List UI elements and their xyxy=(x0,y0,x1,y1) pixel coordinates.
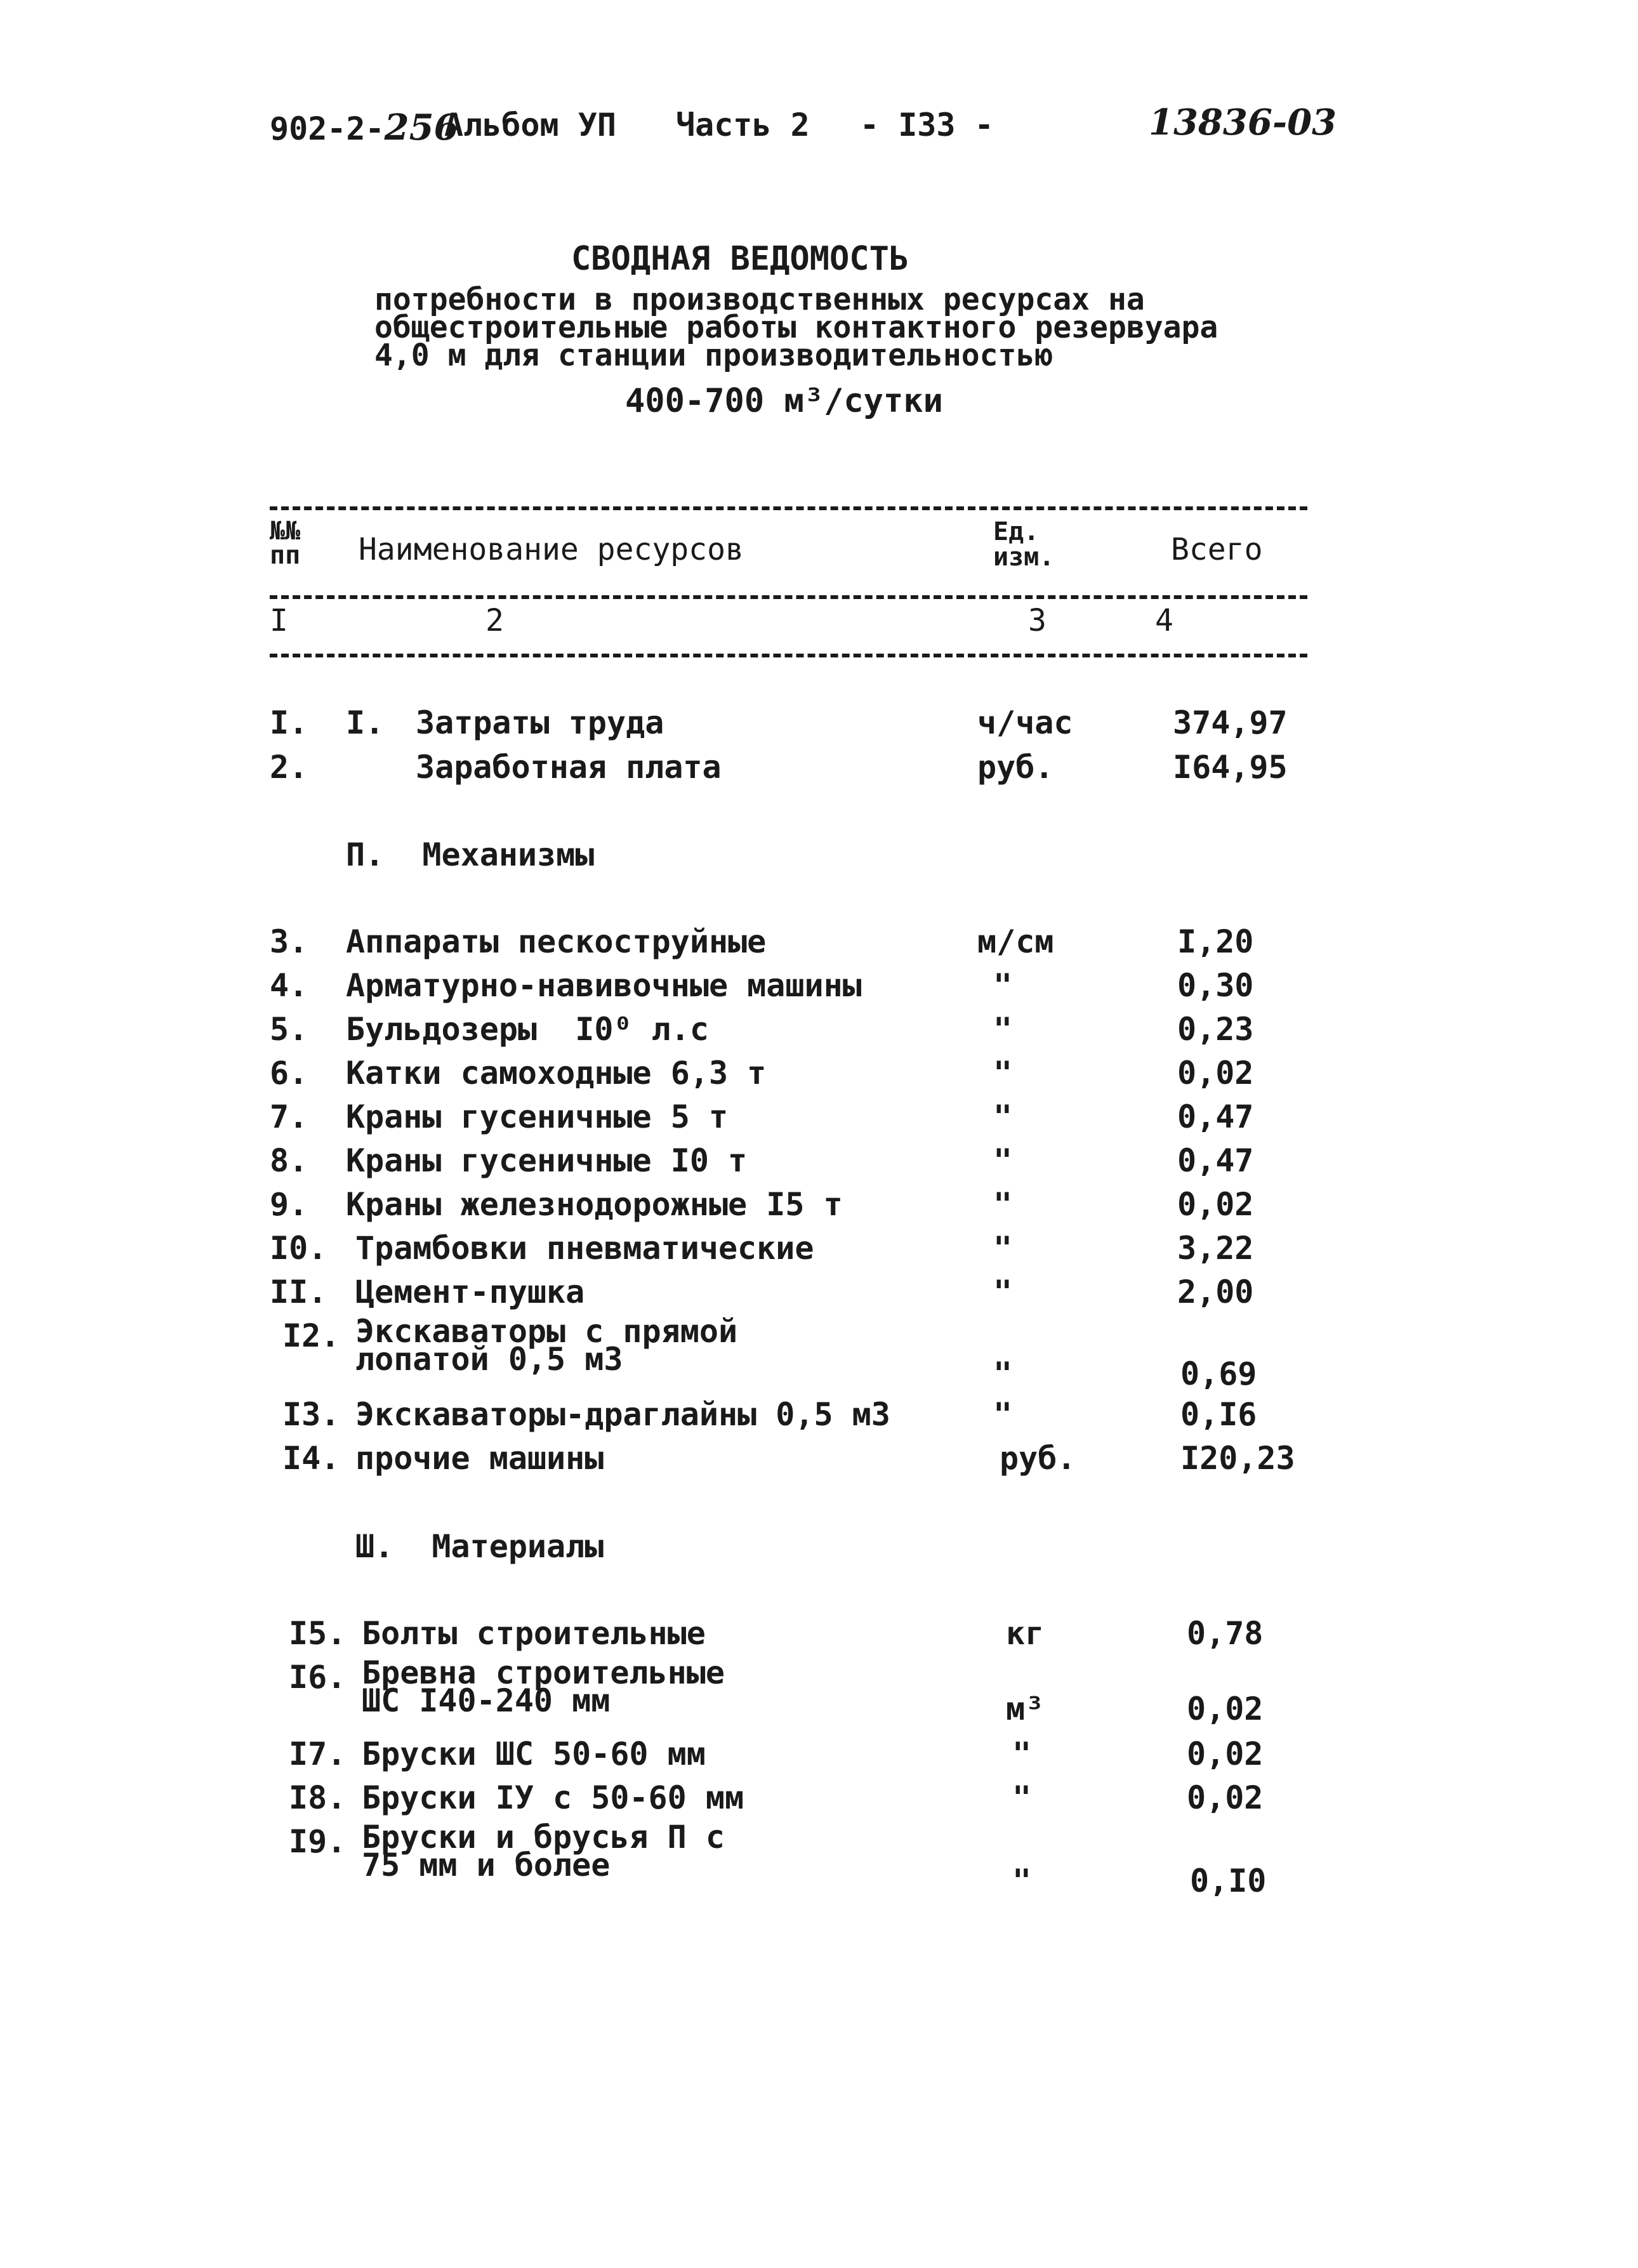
doc-code xyxy=(270,107,459,148)
album-label: Альбом УП xyxy=(444,107,616,143)
section-title-3: Ш. Материалы xyxy=(355,1528,604,1565)
section-title-2: П. Механизмы xyxy=(346,836,595,873)
col-index-4: 4 xyxy=(1155,603,1173,638)
table-row: II. Цемент-пушка " 2,00 xyxy=(270,1274,1254,1310)
page-title: СВОДНАЯ ВЕДОМОСТЬ xyxy=(571,240,909,278)
subtitle-line-3: 4,0 м для станции производительностью xyxy=(374,338,1053,373)
table-row: 8. Краны гусеничные I0 т " 0,47 xyxy=(270,1142,1254,1179)
table-row: I5. Болты строительные кг 0,78 xyxy=(289,1615,1264,1652)
table-row: I8. Бруски IУ с 50-60 мм " 0,02 xyxy=(289,1779,1264,1816)
doc-number-handwritten: 13836-03 xyxy=(1149,102,1337,143)
col-unit-header: Ед. изм. xyxy=(993,517,1055,572)
table-row: 3. Аппараты пескоструйные м/см I,20 xyxy=(270,923,1254,960)
table-row: 5. Бульдозеры I0⁰ л.с " 0,23 xyxy=(270,1011,1254,1048)
page-number: - I33 - xyxy=(860,107,994,143)
table-row: 4. Арматурно-навивочные машины " 0,30 xyxy=(270,967,1254,1004)
table-row: I2. Экскаваторы с прямой лопатой 0,5 м3 " 0,69 xyxy=(282,1313,1257,1392)
col-index-2: 2 xyxy=(485,603,504,638)
table-row: I. I. Затраты труда ч/час 374,97 xyxy=(270,704,1288,741)
part-label: Часть 2 xyxy=(676,107,810,143)
table-row: I4. прочие машины руб. I20,23 xyxy=(282,1440,1295,1477)
table-row: 2. Заработная плата руб. I64,95 xyxy=(270,749,1288,786)
col-num-header: №№ пп xyxy=(270,517,301,570)
subtitle-line-2: общестроительные работы контактного резервуара xyxy=(374,310,1219,345)
table-row: 9. Краны железнодорожные I5 т " 0,02 xyxy=(270,1186,1254,1223)
table-header-rule xyxy=(270,595,1307,599)
table-index-rule xyxy=(270,654,1307,657)
doc-code-prefix: 902-2- xyxy=(270,110,385,147)
section-title-1: I. xyxy=(346,704,385,741)
capacity-line: 400-700 м³/сутки xyxy=(625,382,943,420)
table-row: I9. Бруски и брусья П с 75 мм и более " 0,I0 xyxy=(289,1819,1267,1899)
col-index-3: 3 xyxy=(1028,603,1047,638)
table-row: 6. Катки самоходные 6,3 т " 0,02 xyxy=(270,1055,1254,1091)
table-row: I3. Экскаваторы-драглайны 0,5 м3 " 0,I6 xyxy=(282,1396,1257,1433)
table-row: 7. Краны гусеничные 5 т " 0,47 xyxy=(270,1098,1254,1135)
table-top-rule xyxy=(270,506,1307,510)
col-index-1: I xyxy=(270,603,288,638)
col-total-header: Всего xyxy=(1171,532,1263,567)
col-name-header: Наименование ресурсов xyxy=(359,532,744,567)
subtitle-line-1: потребности в производственных ресурсах на xyxy=(374,282,1145,317)
table-row: I0. Трамбовки пневматические " 3,22 xyxy=(270,1230,1254,1267)
doc-code-handwritten: 256 xyxy=(384,107,459,148)
table-row: I7. Бруски ШС 50-60 мм " 0,02 xyxy=(289,1736,1264,1772)
table-row: I6. Бревна строительные ШС I40-240 мм м³ 0,02 xyxy=(289,1654,1264,1727)
